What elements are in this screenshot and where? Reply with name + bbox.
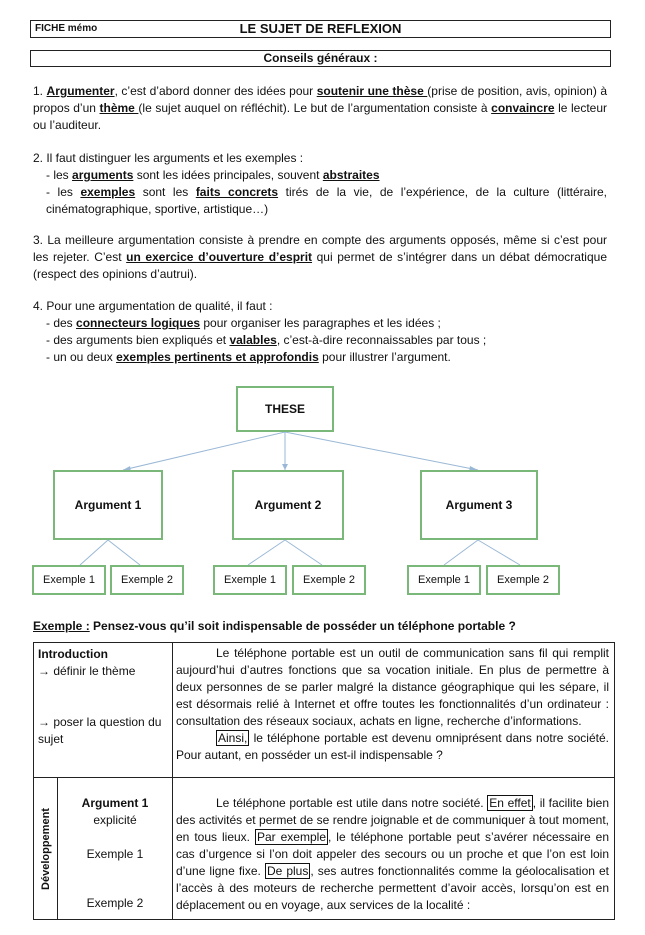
intro-column (38, 646, 170, 748)
example-question: Pensez-vous qu’il soit indispensable de posséder un téléphone portable ? (89, 619, 516, 633)
keyword: exemples (80, 185, 136, 199)
intro-text: Le téléphone portable est un outil de communication sans fil qui remplit aujourd’hui d’autres fonctions que sa vocation initiale. En plus de permettre à deux personnes de se parler malgré la distance géographique qui les sépare, il est désormais relié à Internet et offre toutes les fonctionnalités d’un ordinateur : consultation des réseaux sociaux, achats en ligne, recherche d’informations. Ainsi, le téléphone portable est devenu omniprésent dans notre société. Pour autant, en posséder un est-il indispensable ? (176, 646, 609, 762)
example-node: Exemple 2 (486, 565, 560, 595)
example-step: Exemple 1 (86, 847, 144, 861)
example-node: Exemple 2 (292, 565, 366, 595)
example-step: Exemple 2 (86, 896, 144, 910)
keyword: soutenir une thèse (316, 84, 428, 98)
keyword: un exercice d’ouverture d’esprit (126, 250, 313, 264)
page-title: LE SUJET DE REFLEXION (239, 21, 402, 36)
connector-word: Par exemple (256, 830, 326, 844)
keyword: exemples pertinents et approfondis (116, 350, 319, 364)
example-label: Exemple : (33, 619, 90, 633)
connector-word: De plus (266, 864, 309, 878)
keyword: faits concrets (195, 185, 279, 199)
paragraph-4: 4. Pour une argumentation de qualité, il faut : - des connecteurs logiques pour organiser les paragraphes et les idées ; - des arguments bien expliqués et valables, c’est-à-dire reconnaissables par tous ; - un ou deux exemples pertinents et approfondis pour illustrer l’argument. (33, 299, 487, 364)
keyword: connecteurs logiques (76, 316, 201, 330)
intro-step: → définir le thème (38, 664, 136, 678)
argument-node-1: Argument 1 (53, 470, 163, 540)
argument-node-3: Argument 3 (420, 470, 538, 540)
example-node: Exemple 1 (213, 565, 287, 595)
argument-title: Argument 1 (81, 796, 149, 810)
keyword: valables (229, 333, 277, 347)
connector-word: En effet (489, 796, 531, 810)
argument-node-2: Argument 2 (232, 470, 344, 540)
section-title-text: Conseils généraux : (263, 51, 378, 65)
argument-subtitle: explicité (93, 813, 137, 827)
keyword: abstraites (322, 168, 380, 182)
intro-step: → poser la question du sujet (38, 715, 162, 746)
example-node: Exemple 1 (32, 565, 106, 595)
paragraph-2: 2. Il faut distinguer les arguments et les exemples : - les arguments sont les idées principales, souvent abstraites - les exemples sont les faits concrets tirés de la vie, de l’expérience, de la culture (littéraire, cinématographique, sportive, artistique…) (33, 151, 607, 216)
example-node: Exemple 2 (110, 565, 184, 595)
example-node: Exemple 1 (407, 565, 481, 595)
intro-title: Introduction (38, 647, 108, 661)
keyword: arguments (72, 168, 134, 182)
header-label: FICHE mémo (35, 23, 98, 34)
connector-word: Ainsi, (218, 731, 248, 745)
example-table (33, 642, 615, 920)
keyword: convaincre (491, 101, 555, 115)
paragraph-1: 1. Argumenter, c’est d’abord donner des idées pour soutenir une thèse (prise de position, avis, opinion) à propos d’un thème (le sujet auquel on réfléchit). Le but de l’argumentation consiste à convaincre le lecteur ou l’auditeur. (33, 84, 608, 132)
development-structure (58, 795, 172, 912)
example-heading (33, 618, 613, 634)
keyword: Argumenter (46, 84, 115, 98)
development-label: Développement (39, 807, 52, 890)
development-text: Le téléphone portable est utile dans notre société. En effet , il facilite bien des activités et permet de se rendre joignable et de communiquer à tout moment, en tous lieux. Par exemple , le téléphone portable peut s’avérer nécessaire en cas d’urgence si l’on doit appeler des secours ou un proche et que l’on est loin d’une ligne fixe. De plus , ses autres fonctionnalités comme la géolocalisation et l’accès à des moteurs de recherche permettent d’avoir accès, lorsqu’on est en déplacement ou en voyage, aux services de la localité : (176, 796, 610, 912)
thesis-node: THESE (236, 386, 334, 432)
paragraph-3: 3. La meilleure argumentation consiste à prendre en compte des arguments opposés, même si c’est pour les rejeter. C’est un exercice d’ouverture d’esprit qui permet de s’intégrer dans un débat démocratique (respect des opinions d’autrui). (33, 233, 607, 281)
keyword: thème (99, 101, 139, 115)
